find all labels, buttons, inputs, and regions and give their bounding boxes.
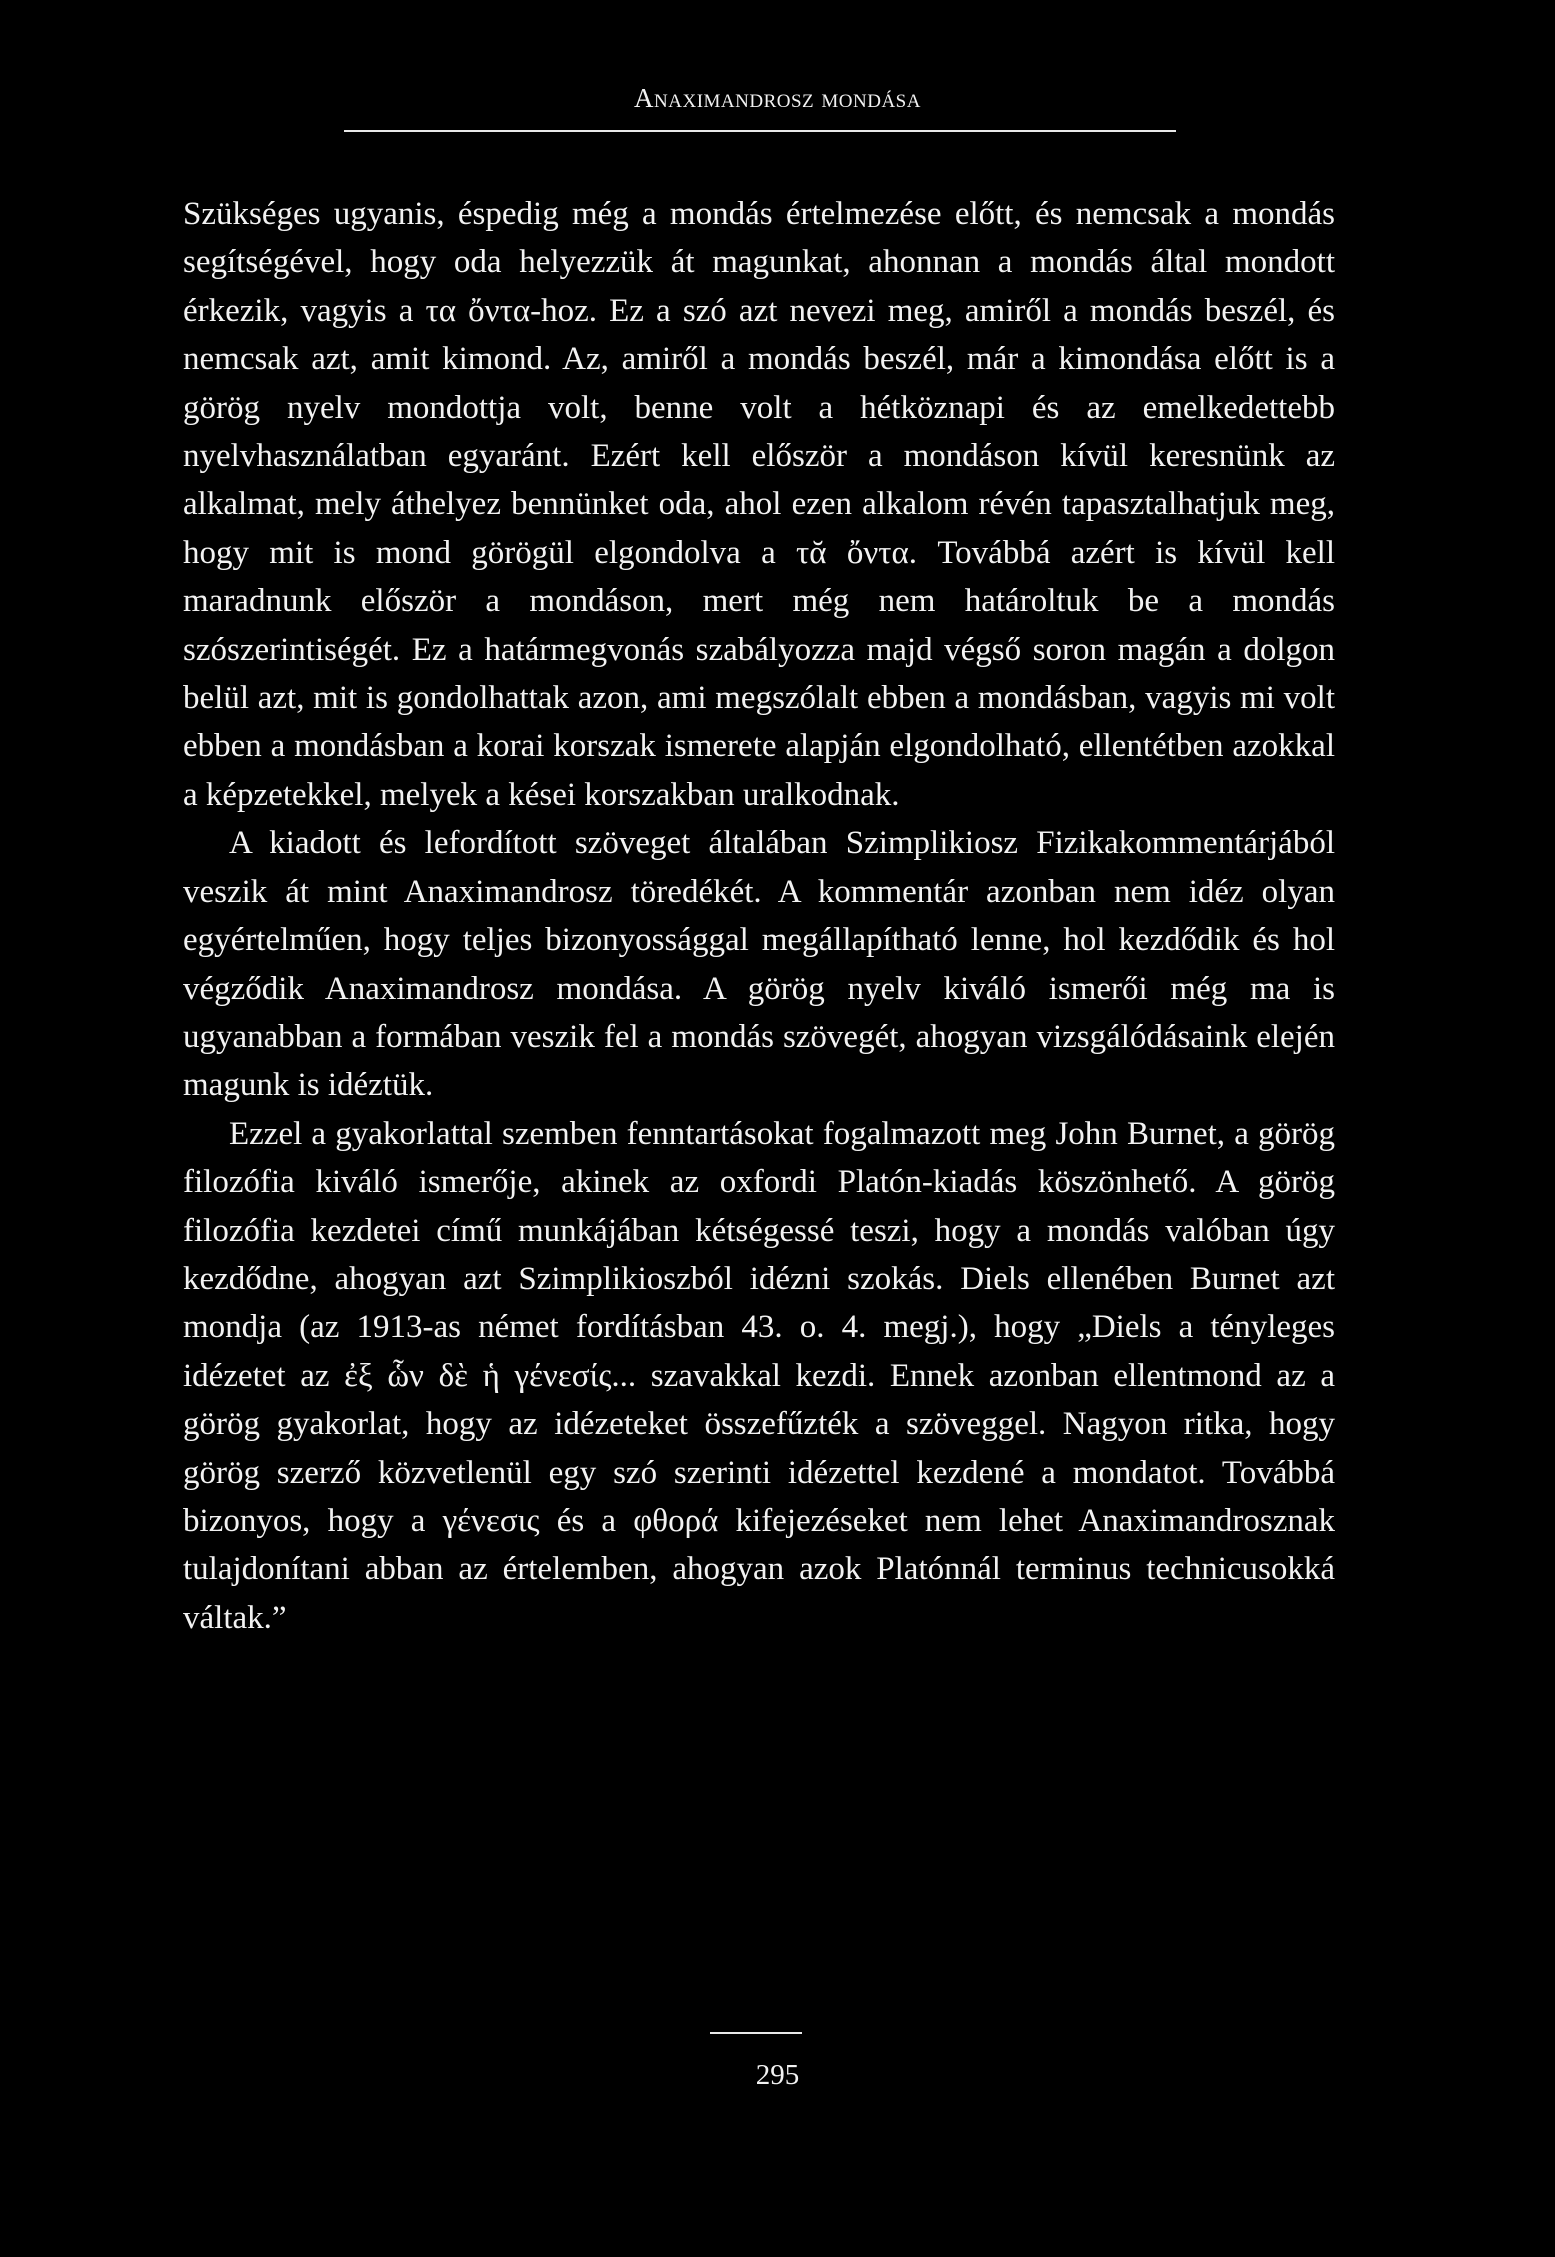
header-rule bbox=[344, 130, 1176, 132]
paragraph-1: Szükséges ugyanis, éspedig még a mondás értelmezése előtt, és nemcsak a mondás segítségével, hogy oda helyezzük át magunkat, ahonnan a mondás által mondott érkezik, vagyis a τα ὄντα-hoz. Ez a szó azt nevezi meg, amiről a mondás beszél, és nemcsak azt, amit kimond. Az, amiről a mondás beszél, már a kimondása előtt is a görög nyelv mondottja volt, benne volt a hétköznapi és az emelkedettebb nyelvhasználatban egyaránt. Ezért kell először a mondáson kívül keresnünk az alkalmat, mely áthelyez bennünket oda, ahol ezen alkalom révén tapasztalhatjuk meg, hogy mit is mond görögül elgondolva a τᾰ ὄντα. Továbbá azért is kívül kell maradnunk először a mondáson, mert még nem határoltuk be a mondás szószerintiségét. Ez a határmegvonás szabályozza majd végső soron magán a dolgon belül azt, mit is gondolhattak azon, ami megszólalt ebben a mondásban, vagyis mi volt ebben a mondásban a korai korszak ismerete alapján elgondolható, ellentétben azokkal a képzetekkel, melyek a kései korszakban uralkodnak. bbox=[183, 196, 1335, 813]
footer-rule bbox=[710, 2032, 802, 2034]
running-head: Anaximandrosz mondása bbox=[634, 83, 921, 113]
paragraph-3: Ezzel a gyakorlattal szemben fenntartásokat fogalmazott meg John Burnet, a görög filozófia kiváló ismerője, akinek az oxfordi Platón-kiadás köszönhető. A görög filozófia kezdetei című munkájában kétségessé teszi, hogy a mondás valóban úgy kezdődne, ahogyan azt Szimplikioszból idézni szokás. Diels ellenében Burnet azt mondja (az 1913-as német fordításban 43. o. 4. megj.), hogy „Diels a tényleges idézetet az ἐξ ὧν δὲ ἡ γένεσίς... szavakkal kezdi. Ennek azonban ellentmond az a görög gyakorlat, hogy az idézeteket összefűzték a szöveggel. Nagyon ritka, hogy görög szerző közvetlenül egy szó szerinti idézettel kezdené a mondatot. Továbbá bizonyos, hogy a γένεσις és a φθορά kifejezéseket nem lehet Anaximandrosznak tulajdonítani abban az értelemben, ahogyan azok Platónnál terminus technicusokká váltak.” bbox=[183, 1115, 1335, 1636]
page-number: 295 bbox=[755, 2059, 800, 2091]
body-text bbox=[183, 190, 1335, 1642]
paragraph-2: A kiadott és lefordított szöveget általában Szimplikiosz Fizikakommentárjából veszik át mint Anaximandrosz töredékét. A kommentár azonban nem idéz olyan egyértelműen, hogy teljes bizonyossággal megállapítható lenne, hol kezdődik és hol végződik Anaximandrosz mondása. A görög nyelv kiváló ismerői még ma is ugyanabban a formában veszik fel a mondás szövegét, ahogyan vizsgálódásaink elején magunk is idéztük. bbox=[183, 825, 1335, 1104]
